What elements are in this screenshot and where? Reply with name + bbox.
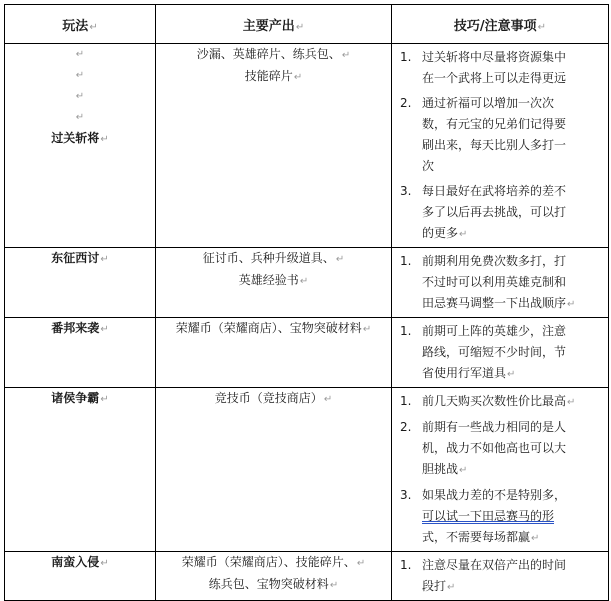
list-item: 2. 前期有一些战力相同的是人 机，战力不如他高也可以大 胆挑战↵ bbox=[400, 420, 567, 476]
paragraph-mark-icon: ↵ bbox=[295, 21, 305, 33]
paragraph-mark-icon: ↵ bbox=[531, 533, 540, 544]
paragraph-mark-icon: ↵ bbox=[447, 582, 456, 593]
tips-list bbox=[392, 44, 608, 247]
paragraph-mark-icon: ↵ bbox=[335, 254, 345, 265]
paragraph-mark-icon: ↵ bbox=[293, 72, 303, 83]
tips-list bbox=[392, 318, 608, 387]
paragraph-mark-icon: ↵ bbox=[459, 465, 468, 476]
list-item: 1. 注意尽量在双倍产出的时间 段打↵ bbox=[400, 558, 567, 593]
output-cell bbox=[156, 44, 392, 248]
output-cell bbox=[156, 318, 392, 388]
table-row bbox=[5, 388, 609, 552]
tips-cell bbox=[392, 248, 609, 318]
paragraph-mark-icon: ↵ bbox=[75, 91, 85, 102]
tips-list bbox=[392, 552, 608, 600]
mode-name: 南蛮入侵 bbox=[51, 555, 100, 569]
strategy-table bbox=[4, 4, 609, 601]
output-line: 沙漏、英雄碎片、练兵包、 bbox=[196, 47, 341, 61]
output-line: 技能碎片 bbox=[244, 69, 293, 83]
output-line: 荣耀币（荣耀商店）、技能碎片、 bbox=[181, 555, 356, 569]
table-row bbox=[5, 318, 609, 388]
paragraph-mark-icon: ↵ bbox=[75, 49, 85, 60]
paragraph-mark-icon: ↵ bbox=[567, 397, 576, 408]
table-row bbox=[5, 552, 609, 601]
paragraph-mark-icon: ↵ bbox=[299, 276, 309, 287]
paragraph-mark-icon: ↵ bbox=[323, 394, 333, 405]
paragraph-mark-icon: ↵ bbox=[75, 112, 85, 123]
mode-cell bbox=[5, 318, 156, 388]
tips-list bbox=[392, 248, 608, 317]
table-row bbox=[5, 44, 609, 248]
paragraph-mark-icon: ↵ bbox=[329, 580, 339, 591]
paragraph-mark-icon: ↵ bbox=[362, 324, 372, 335]
list-item: 2. 通过祈福可以增加一次次 数，有元宝的兄弟们记得要 刷出来，每天比别人多打一 次 bbox=[400, 96, 567, 173]
paragraph-mark-icon: ↵ bbox=[89, 21, 98, 33]
mode-name: 过关斩将 bbox=[51, 131, 100, 145]
tips-cell bbox=[392, 318, 609, 388]
tips-cell bbox=[392, 552, 609, 601]
output-line: 练兵包、宝物突破材料 bbox=[208, 577, 329, 591]
paragraph-mark-icon: ↵ bbox=[459, 229, 468, 240]
output-cell bbox=[156, 248, 392, 318]
tips-list bbox=[392, 388, 608, 551]
output-cell bbox=[156, 552, 392, 601]
list-item: 3. 如果战力差的不是特别多， 可以试一下田忌赛马的形 式，不需要每场都赢↵ bbox=[400, 488, 567, 544]
header-output: 主要产出↵ bbox=[156, 5, 392, 44]
paragraph-mark-icon: ↵ bbox=[507, 369, 516, 380]
list-item: 1. 过关斩将中尽量将资源集中 在一个武将上可以走得更远 bbox=[400, 50, 567, 85]
output-line: 荣耀币（荣耀商店）、宝物突破材料 bbox=[175, 321, 362, 335]
tips-cell bbox=[392, 44, 609, 248]
output-line: 英雄经验书 bbox=[238, 273, 299, 287]
paragraph-mark-icon: ↵ bbox=[100, 394, 109, 405]
list-item: 1. 前期可上阵的英雄少，注意 路线，可缩短不少时间，节 省使用行军道具↵ bbox=[400, 324, 567, 380]
paragraph-mark-icon: ↵ bbox=[100, 254, 109, 265]
mode-cell bbox=[5, 388, 156, 552]
header-mode: 玩法↵ bbox=[5, 5, 156, 44]
table-row bbox=[5, 248, 609, 318]
paragraph-mark-icon: ↵ bbox=[100, 324, 109, 335]
tips-cell bbox=[392, 388, 609, 552]
paragraph-mark-icon: ↵ bbox=[537, 21, 547, 33]
mode-cell bbox=[5, 552, 156, 601]
mode-cell bbox=[5, 248, 156, 318]
mode-cell bbox=[5, 44, 156, 248]
paragraph-mark-icon: ↵ bbox=[100, 134, 109, 145]
output-cell bbox=[156, 388, 392, 552]
paragraph-mark-icon: ↵ bbox=[100, 558, 109, 569]
list-item: 1. 前期利用免费次数多打，打 不过时可以利用英雄克制和 田忌赛马调整一下出战顺序↵ bbox=[400, 254, 576, 310]
paragraph-mark-icon: ↵ bbox=[567, 299, 576, 310]
mode-name: 诸侯争霸 bbox=[51, 391, 100, 405]
list-item: 1. 前几天购买次数性价比最高↵ bbox=[400, 394, 576, 408]
list-item: 3. 每日最好在武将培养的差不 多了以后再去挑战，可以打 的更多↵ bbox=[400, 184, 567, 240]
output-line: 竞技币（竞技商店） bbox=[214, 391, 323, 405]
paragraph-mark-icon: ↵ bbox=[75, 70, 85, 81]
header-row bbox=[5, 5, 609, 44]
paragraph-mark-icon: ↵ bbox=[356, 558, 366, 569]
mode-name: 东征西讨 bbox=[51, 251, 100, 265]
header-tips: 技巧/注意事项↵ bbox=[392, 5, 609, 44]
output-line: 征讨币、兵种升级道具、 bbox=[202, 251, 335, 265]
paragraph-mark-icon: ↵ bbox=[341, 50, 351, 61]
mode-name: 番邦来袭 bbox=[51, 321, 100, 335]
